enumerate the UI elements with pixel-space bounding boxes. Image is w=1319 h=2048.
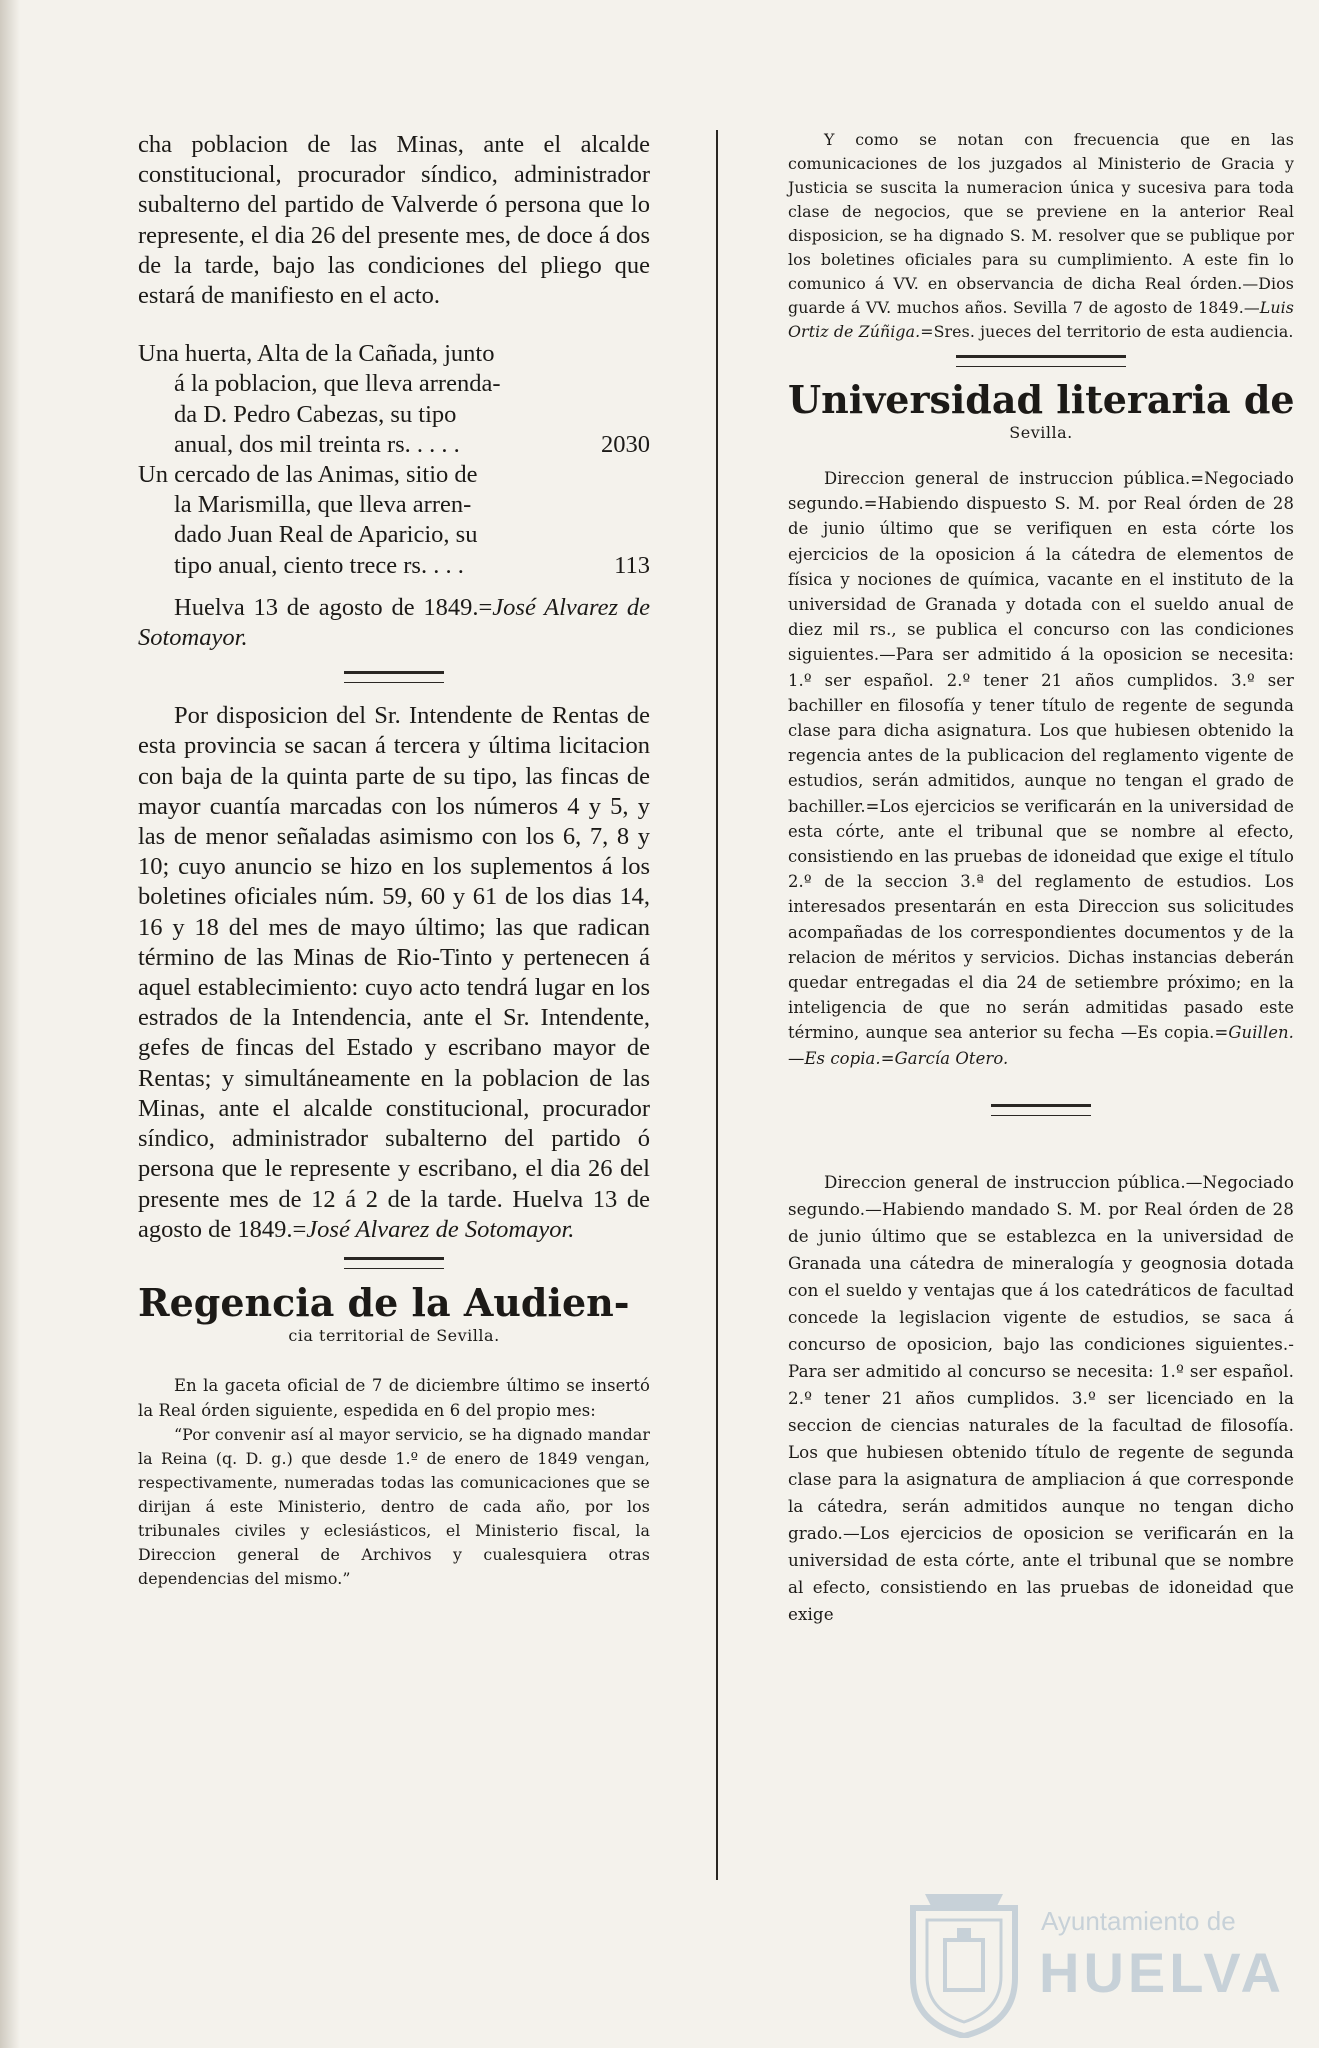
section-separator (344, 1257, 444, 1269)
watermark-line1: Ayuntamiento de (1041, 1906, 1236, 1936)
signature-line: Huelva 13 de agosto de 1849.=José Alvarez de Sotomayor. (138, 593, 650, 652)
audiencia-continuation-paragraph: Y como se notan con frecuencia que en las comunicaciones de los juzgados al Ministerio de Gracia y Justicia se suscita la numeracion única y sucesiva para toda clase de negocios, que se previene en la anterior Real disposicion, se ha dignado S. M. resolver que se publique por los boletines oficiales para su cumplimiento. A este fin lo comunico á VV. en observancia de dicha Real órden.—Dios guarde á VV. muchos años. Sevilla 7 de agosto de 1849.—Luis Ortiz de Zúñiga.=Sres. jueces del territorio de esta audiencia. (788, 130, 1294, 341)
continued-notice-paragraph: cha poblacion de las Minas, ante el alcalde constitucional, procurador síndico, administrador subalterno del partido de Valverde ó persona que lo represente, el dia 26 del presente mes, de doce á dos de la tarde, bajo las condiciones del pliego que estará de manifiesto en el acto. (138, 131, 650, 310)
property-item: Una huerta, Alta de la Cañada, junto á la poblacion, que lleva arrenda- da D. Pedro Cabezas, su tipo anual, dos mil treinta rs. . . . . 2030 (138, 339, 650, 460)
section-heading: Universidad literaria de (788, 377, 1295, 422)
crest-icon (905, 1888, 1023, 2038)
property-amount: 2030 (601, 430, 650, 458)
intendencia-notice-paragraph: Por disposicion del Sr. Intendente de Rentas de esta provincia se sacan á tercera y última licitacion con baja de la quinta parte de su tipo, las fincas de mayor cuantía marcadas con los números 4 y 5, y las de menor señaladas asimismo con los 6, 7, 8 y 10; cuyo anuncio se hizo en los suplementos á los boletines oficiales núm. 59, 60 y 61 de los dias 14, 16 y 18 del mes de mayo último; las que radican término de las Minas de Rio-Tinto y pertenecen á aquel establecimiento: cuyo acto tendrá lugar en los estrados de la Intendencia, ante el Sr. Intendente, gefes de fincas del Estado y escribano mayor de Rentas; y simultáneamente en la poblacion de las Minas, ante el alcalde constitucional, procurador síndico, administrador subalterno del partido ó persona que le represente y escribano, el dia 26 del presente mes de 12 á 2 de la tarde. Huelva 13 de agosto de 1849.=José Alvarez de Sotomayor. (138, 702, 650, 1243)
property-item: Un cercado de las Animas, sitio de la Marismilla, que lleva arren- dado Juan Real de Aparicio, su tipo anual, ciento trece rs. . . . 113 (138, 460, 650, 581)
property-list (138, 339, 650, 581)
section-separator (991, 1104, 1091, 1116)
ayuntamiento-watermark (905, 1888, 1285, 2048)
right-column (788, 128, 1294, 1628)
gaceta-paragraph: En la gaceta oficial de 7 de diciembre último se insertó la Real órden siguiente, espedida en 6 del propio mes: (138, 1375, 650, 1421)
section-separator (344, 671, 444, 683)
property-amount: 113 (614, 551, 650, 579)
section-separator (956, 355, 1126, 367)
section-subheading: cia territorial de Sevilla. (288, 1325, 500, 1345)
universidad-notice-1: Direccion general de instruccion pública.=Negociado segundo.=Habiendo dispuesto S. M. por Real órden de 28 de junio último que se verifiquen en esta córte los ejercicios de la oposicion á la cátedra de elementos de física y nociones de química, vacante en el instituto de la universidad de Granada y dotada con el sueldo anual de diez mil rs., se publica el concurso con las condiciones siguientes.—Para ser admitido á la oposicion se necesita: 1.º ser español. 2.º tener 21 años cumplidos. 3.º ser bachiller en filosofía y tener título de regente de segunda clase para dicha asignatura. Los que hubiesen obtenido la regencia antes de la publicacion del reglamento vigente de estudios, serán admitidos, aunque no tengan el grado de bachiller.=Los ejercicios se verificarán en la universidad de esta córte, ante el tribunal que se nombre al efecto, consistiendo en las pruebas de idoneidad que exige el título 2.º de la seccion 3.ª del reglamento de estudios. Los interesados presentarán en esta Direccion sus solicitudes acompañadas de los correspondientes documentos y de la relacion de méritos y servicios. Dichas instancias deberán quedar entregadas el dia 24 de setiembre próximo; en la inteligencia de que no serán admitidas pasado este término, aunque sea anterior su fecha —Es copia.=Guillen.—Es copia.=García Otero. (788, 469, 1294, 1068)
watermark-line2: HUELVA (1039, 1941, 1285, 2004)
page-spine-shadow (0, 0, 20, 2048)
universidad-notice-2: Direccion general de instruccion pública.—Negociado segundo.—Habiendo mandado S. M. por Real órden de 28 de junio último que se establezca en la universidad de Granada una cátedra de mineralogía y geognosia dotada con el sueldo y ventajas que á los catedráticos de facultad concede la legislacion vigente de estudios, se saca á concurso de oposicion, bajo las condiciones siguientes.- Para ser admitido al concurso se necesita: 1.º ser español. 2.º tener 21 años cumplidos. 3.º ser licenciado en la seccion de ciencias naturales de la facultad de filosofía. Los que hubiesen obtenido título de regente de segunda clase para la asignatura de ampliacion á que corresponde la cátedra, serán admitidos aunque no tengan dicho grado.—Los ejercicios de oposicion se verificarán en la universidad de esta córte, ante el tribunal que se nombre al efecto, consistiendo en las pruebas de idoneidad que exige (788, 1171, 1294, 1624)
column-divider (716, 130, 718, 1880)
section-subheading: Sevilla. (1009, 423, 1073, 442)
real-orden-quote: “Por convenir así al mayor servicio, se ha dignado mandar la Reina (q. D. g.) que desde 1.º de enero de 1849 vengan, respectivamente, numeradas todas las comunicaciones que se dirijan á este Ministerio, dentro de cada año, por los tribunales civiles y eclesiásticos, el Ministerio fiscal, la Direccion general de Archivos y cualesquiera otras dependencias del mismo.” (138, 1425, 650, 1589)
section-heading: Regencia de la Audien- (138, 1279, 630, 1325)
left-column (138, 130, 650, 1591)
